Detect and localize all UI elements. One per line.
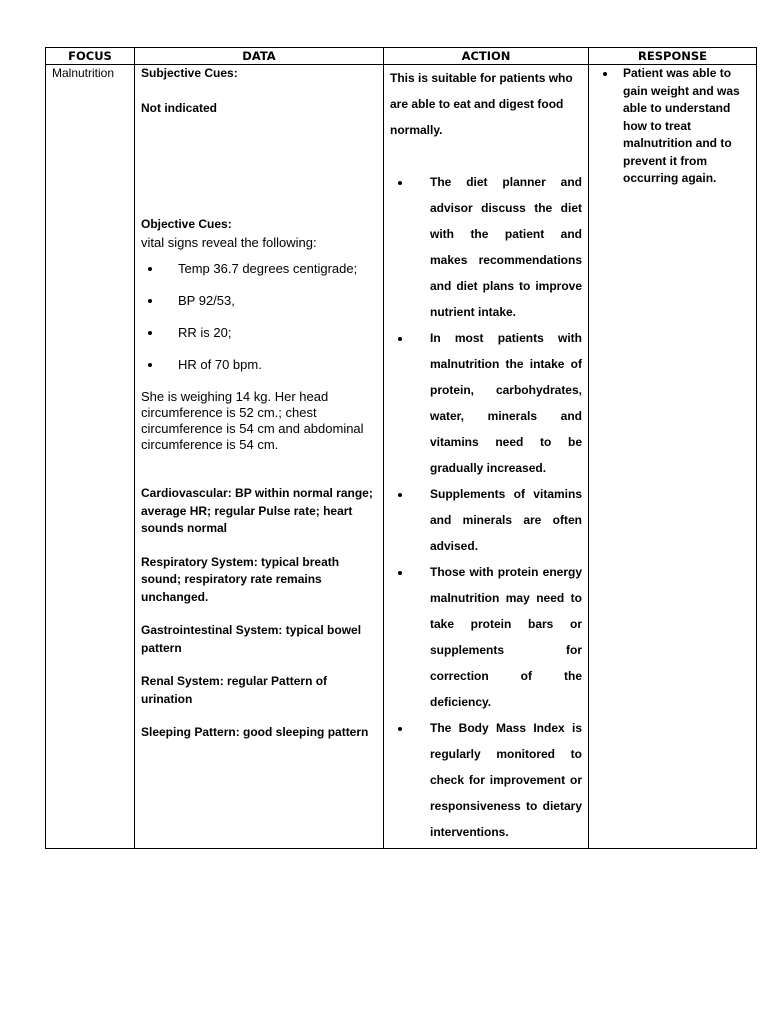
system-text: typical bowel pattern — [141, 623, 362, 655]
data-cell — [135, 65, 384, 849]
vital-sign-item: • HR of 70 bpm. — [163, 357, 377, 373]
vital-sign-item: • Temp 36.7 degrees centigrade; — [163, 261, 377, 277]
action-item: • The Body Mass Index is regularly monitored to check for improvement or responsiveness to dietary interventions. — [412, 715, 582, 845]
action-intro: This is suitable for patients who are able to eat and digest food normally. — [390, 71, 573, 137]
vital-sign-item: • RR is 20; — [163, 325, 377, 341]
header-data: DATA — [135, 48, 384, 65]
subjective-cues-title: Subjective Cues: — [141, 66, 238, 80]
objective-cues-intro: vital signs reveal the following: — [141, 235, 317, 250]
header-action: ACTION — [384, 48, 589, 65]
system-label: Renal System: — [141, 674, 224, 688]
sleeping-pattern-finding — [141, 724, 377, 742]
action-item: • Supplements of vitamins and minerals are often advised. — [412, 481, 582, 559]
focus-cell: Malnutrition — [46, 65, 135, 849]
response-item: • Patient was able to gain weight and was able to understand how to treat malnutrition and to prevent it from occurring again. — [617, 65, 750, 188]
header-focus: FOCUS — [46, 48, 135, 65]
header-row — [46, 48, 757, 65]
objective-cues-title: Objective Cues: — [141, 216, 232, 231]
system-label: Cardiovascular: — [141, 486, 232, 500]
action-item: • Those with protein energy malnutrition may need to take protein bars or supplements for correction of the deficiency. — [412, 559, 582, 715]
respiratory-finding — [141, 554, 377, 607]
renal-finding — [141, 673, 377, 708]
action-list — [390, 169, 582, 845]
response-cell — [589, 65, 757, 849]
cardiovascular-finding — [141, 485, 377, 538]
system-text: BP within normal range; average HR; regular Pulse rate; heart sounds normal — [141, 486, 373, 535]
response-list — [595, 65, 750, 188]
gastrointestinal-finding — [141, 622, 377, 657]
system-label: Respiratory System: — [141, 554, 258, 569]
system-text: regular Pattern of urination — [141, 674, 328, 706]
header-response: RESPONSE — [589, 48, 757, 65]
system-text: good sleeping pattern — [239, 725, 369, 739]
action-item: • In most patients with malnutrition the intake of protein, carbohydrates, water, minerals and vitamins need to be gradually increased. — [412, 325, 582, 481]
system-label: Gastrointestinal System: — [141, 623, 283, 637]
subjective-cues-text: Not indicated — [141, 101, 218, 115]
system-text: typical breath sound; respiratory rate remains unchanged. — [141, 554, 340, 604]
weight-measurements: She is weighing 14 kg. Her head circumference is 52 cm.; chest circumference is 54 cm and abdominal circumference is 54 cm. — [141, 389, 364, 452]
vital-sign-item: • BP 92/53, — [163, 293, 377, 309]
action-item: • The diet planner and advisor discuss the diet with the patient and makes recommendations and diet plans to improve nutrient intake. — [412, 169, 582, 325]
action-cell — [384, 65, 589, 849]
table-row — [46, 65, 757, 849]
vital-signs-list — [141, 261, 377, 373]
system-label: Sleeping Pattern: — [141, 725, 240, 739]
nursing-care-plan-table — [45, 47, 757, 849]
